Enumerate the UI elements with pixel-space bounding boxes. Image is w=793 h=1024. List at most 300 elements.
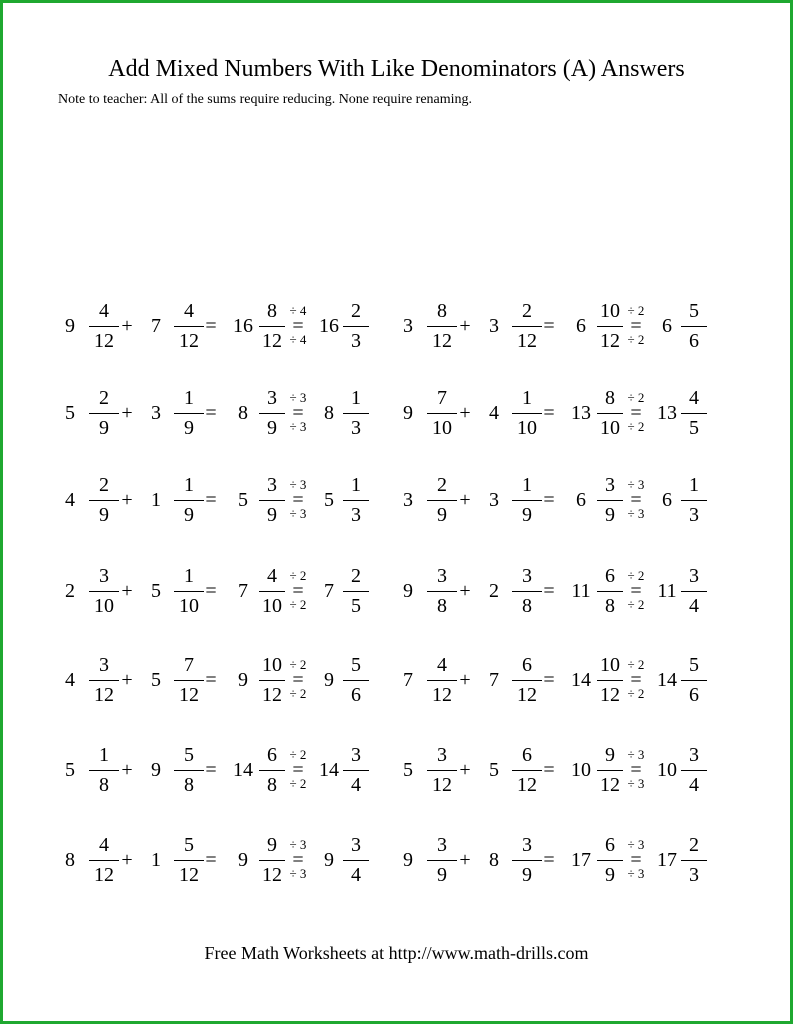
divide-note-top: ÷ 3 [289, 477, 307, 492]
fraction-bar [174, 326, 204, 327]
equals-sign: = [292, 402, 304, 424]
sum-fraction [595, 383, 625, 443]
divide-note-top: ÷ 3 [289, 390, 307, 405]
numerator: 5 [689, 654, 699, 676]
whole-number: 9 [403, 580, 413, 602]
answer-fraction [341, 561, 371, 621]
reduce-step [623, 561, 649, 621]
problem [55, 296, 375, 356]
denominator: 9 [605, 504, 615, 526]
addend-fraction [87, 296, 121, 356]
numerator: 4 [99, 834, 109, 856]
divide-note-top: ÷ 2 [289, 568, 307, 583]
denominator: 9 [437, 864, 447, 886]
page-title: Add Mixed Numbers With Like Denominators (A) Answers [108, 56, 685, 82]
denominator: 12 [600, 684, 620, 706]
numerator: 6 [522, 654, 532, 676]
fraction-bar [427, 860, 457, 861]
divide-note-bottom: ÷ 2 [627, 419, 645, 434]
equals-sign: = [292, 489, 304, 511]
divide-note-top: ÷ 3 [627, 837, 645, 852]
numerator: 7 [184, 654, 194, 676]
sum-fraction [595, 650, 625, 710]
whole-number: 9 [151, 759, 161, 781]
fraction-bar [597, 860, 623, 861]
numerator: 5 [351, 654, 361, 676]
whole-number: 7 [151, 315, 161, 337]
reduce-step [285, 296, 311, 356]
numerator: 2 [689, 834, 699, 856]
fraction-bar [343, 680, 369, 681]
fraction-bar [512, 413, 542, 414]
plus-sign: + [459, 669, 471, 691]
sum-fraction [257, 296, 287, 356]
denominator: 9 [184, 417, 194, 439]
fraction-bar [597, 326, 623, 327]
divide-note-bottom: ÷ 2 [627, 686, 645, 701]
denominator: 3 [351, 417, 361, 439]
divide-note-bottom: ÷ 3 [289, 506, 307, 521]
denominator: 12 [94, 864, 114, 886]
denominator: 12 [517, 684, 537, 706]
plus-sign: + [459, 759, 471, 781]
fraction-bar [597, 680, 623, 681]
equals-sign: = [292, 580, 304, 602]
equals-sign: = [205, 849, 217, 871]
fraction-bar [89, 500, 119, 501]
fraction-bar [343, 413, 369, 414]
numerator: 3 [522, 565, 532, 587]
denominator: 9 [99, 504, 109, 526]
numerator: 6 [522, 744, 532, 766]
sum-whole-number: 9 [238, 669, 248, 691]
equals-sign: = [630, 489, 642, 511]
sum-whole-number: 5 [238, 489, 248, 511]
denominator: 8 [184, 774, 194, 796]
numerator: 4 [267, 565, 277, 587]
denominator: 12 [432, 774, 452, 796]
whole-number: 5 [151, 580, 161, 602]
equals-sign: = [543, 849, 555, 871]
problem [55, 470, 375, 530]
divide-note-top: ÷ 4 [289, 303, 307, 318]
denominator: 12 [262, 864, 282, 886]
teacher-note: Note to teacher: All of the sums require reducing. None require renaming. [58, 92, 473, 107]
whole-number: 3 [151, 402, 161, 424]
whole-number: 5 [151, 669, 161, 691]
denominator: 12 [179, 330, 199, 352]
numerator: 5 [689, 300, 699, 322]
equals-sign: = [205, 315, 217, 337]
fraction-bar [681, 770, 707, 771]
denominator: 12 [517, 330, 537, 352]
denominator: 10 [517, 417, 537, 439]
divide-note-bottom: ÷ 2 [289, 776, 307, 791]
divide-note-top: ÷ 2 [289, 747, 307, 762]
denominator: 12 [432, 684, 452, 706]
denominator: 3 [689, 864, 699, 886]
fraction-bar [512, 500, 542, 501]
equals-sign: = [292, 669, 304, 691]
sum-fraction [257, 740, 287, 800]
denominator: 12 [262, 330, 282, 352]
fraction-bar [89, 770, 119, 771]
denominator: 5 [689, 417, 699, 439]
fraction-bar [174, 500, 204, 501]
numerator: 2 [99, 474, 109, 496]
sum-whole-number: 14 [571, 669, 591, 691]
denominator: 8 [522, 595, 532, 617]
numerator: 8 [437, 300, 447, 322]
numerator: 3 [351, 834, 361, 856]
numerator: 6 [605, 565, 615, 587]
reduce-step [623, 296, 649, 356]
denominator: 12 [179, 684, 199, 706]
numerator: 5 [184, 744, 194, 766]
sum-whole-number: 10 [571, 759, 591, 781]
denominator: 6 [689, 684, 699, 706]
denominator: 3 [689, 504, 699, 526]
fraction-bar [427, 770, 457, 771]
numerator: 4 [437, 654, 447, 676]
answer-whole-number: 14 [319, 759, 339, 781]
denominator: 12 [517, 774, 537, 796]
numerator: 2 [522, 300, 532, 322]
denominator: 3 [351, 330, 361, 352]
denominator: 9 [437, 504, 447, 526]
plus-sign: + [121, 849, 133, 871]
answer-fraction [679, 296, 709, 356]
divide-note-bottom: ÷ 3 [627, 506, 645, 521]
numerator: 3 [437, 565, 447, 587]
answer-fraction [679, 830, 709, 890]
numerator: 1 [184, 565, 194, 587]
whole-number: 4 [65, 489, 75, 511]
whole-number: 3 [403, 489, 413, 511]
equals-sign: = [205, 669, 217, 691]
answer-whole-number: 13 [657, 402, 677, 424]
divide-note-top: ÷ 2 [627, 657, 645, 672]
denominator: 4 [351, 864, 361, 886]
whole-number: 1 [151, 489, 161, 511]
equals-sign: = [292, 849, 304, 871]
problem [393, 296, 713, 356]
sum-whole-number: 17 [571, 849, 591, 871]
numerator: 8 [605, 387, 615, 409]
fraction-bar [89, 326, 119, 327]
equals-sign: = [543, 315, 555, 337]
fraction-bar [343, 500, 369, 501]
denominator: 10 [600, 417, 620, 439]
whole-number: 3 [403, 315, 413, 337]
answer-whole-number: 8 [324, 402, 334, 424]
reduce-step [285, 650, 311, 710]
fraction-bar [174, 860, 204, 861]
sum-whole-number: 9 [238, 849, 248, 871]
divide-note-bottom: ÷ 2 [289, 597, 307, 612]
divide-note-top: ÷ 2 [627, 390, 645, 405]
fraction-bar [681, 860, 707, 861]
equals-sign: = [205, 580, 217, 602]
numerator: 3 [99, 565, 109, 587]
addend-fraction [425, 830, 459, 890]
answer-whole-number: 7 [324, 580, 334, 602]
denominator: 9 [267, 504, 277, 526]
denominator: 12 [600, 330, 620, 352]
numerator: 2 [351, 300, 361, 322]
sum-whole-number: 11 [571, 580, 591, 602]
answer-whole-number: 14 [657, 669, 677, 691]
equals-sign: = [543, 489, 555, 511]
sum-whole-number: 8 [238, 402, 248, 424]
denominator: 3 [351, 504, 361, 526]
problem [393, 561, 713, 621]
fraction-bar [89, 413, 119, 414]
reduce-step [623, 650, 649, 710]
fraction-bar [259, 591, 285, 592]
divide-note-top: ÷ 2 [627, 303, 645, 318]
plus-sign: + [121, 402, 133, 424]
divide-note-top: ÷ 2 [627, 568, 645, 583]
whole-number: 8 [489, 849, 499, 871]
divide-note-bottom: ÷ 4 [289, 332, 307, 347]
whole-number: 5 [65, 402, 75, 424]
numerator: 2 [437, 474, 447, 496]
sum-fraction [595, 740, 625, 800]
sum-fraction [257, 561, 287, 621]
divide-note-top: ÷ 3 [627, 747, 645, 762]
fraction-bar [427, 500, 457, 501]
whole-number: 5 [489, 759, 499, 781]
reduce-step [623, 470, 649, 530]
divide-note-bottom: ÷ 3 [289, 866, 307, 881]
fraction-bar [512, 680, 542, 681]
numerator: 1 [351, 474, 361, 496]
fraction-bar [427, 680, 457, 681]
fraction-bar [89, 680, 119, 681]
answer-whole-number: 9 [324, 669, 334, 691]
numerator: 3 [689, 565, 699, 587]
answer-fraction [679, 470, 709, 530]
sum-whole-number: 14 [233, 759, 253, 781]
sum-fraction [257, 383, 287, 443]
fraction-bar [512, 326, 542, 327]
numerator: 4 [184, 300, 194, 322]
denominator: 8 [99, 774, 109, 796]
answer-fraction [341, 650, 371, 710]
fraction-bar [259, 680, 285, 681]
whole-number: 8 [65, 849, 75, 871]
numerator: 9 [605, 744, 615, 766]
sum-whole-number: 6 [576, 315, 586, 337]
addend-fraction [87, 650, 121, 710]
whole-number: 1 [151, 849, 161, 871]
plus-sign: + [121, 669, 133, 691]
equals-sign: = [630, 580, 642, 602]
denominator: 5 [351, 595, 361, 617]
equals-sign: = [205, 402, 217, 424]
denominator: 10 [262, 595, 282, 617]
answer-fraction [341, 383, 371, 443]
numerator: 3 [522, 834, 532, 856]
whole-number: 3 [489, 489, 499, 511]
denominator: 4 [689, 595, 699, 617]
answer-fraction [679, 383, 709, 443]
denominator: 10 [94, 595, 114, 617]
reduce-step [623, 830, 649, 890]
numerator: 2 [351, 565, 361, 587]
divide-note-bottom: ÷ 3 [289, 419, 307, 434]
problem [55, 383, 375, 443]
numerator: 4 [689, 387, 699, 409]
fraction-bar [174, 680, 204, 681]
denominator: 9 [267, 417, 277, 439]
sum-whole-number: 6 [576, 489, 586, 511]
fraction-bar [174, 413, 204, 414]
numerator: 3 [689, 744, 699, 766]
fraction-bar [343, 591, 369, 592]
answer-fraction [341, 740, 371, 800]
sum-fraction [595, 470, 625, 530]
denominator: 6 [351, 684, 361, 706]
whole-number: 7 [403, 669, 413, 691]
fraction-bar [681, 591, 707, 592]
fraction-bar [512, 770, 542, 771]
answer-whole-number: 9 [324, 849, 334, 871]
denominator: 12 [179, 864, 199, 886]
sum-whole-number: 13 [571, 402, 591, 424]
divide-note-bottom: ÷ 2 [627, 597, 645, 612]
problem [393, 470, 713, 530]
plus-sign: + [121, 759, 133, 781]
fraction-bar [512, 591, 542, 592]
equals-sign: = [205, 759, 217, 781]
fraction-bar [259, 770, 285, 771]
reduce-step [623, 383, 649, 443]
plus-sign: + [459, 580, 471, 602]
addend-fraction [87, 830, 121, 890]
plus-sign: + [121, 580, 133, 602]
equals-sign: = [543, 580, 555, 602]
sum-fraction [595, 830, 625, 890]
whole-number: 7 [489, 669, 499, 691]
equals-sign: = [630, 759, 642, 781]
equals-sign: = [543, 402, 555, 424]
denominator: 8 [437, 595, 447, 617]
numerator: 5 [184, 834, 194, 856]
denominator: 10 [179, 595, 199, 617]
denominator: 12 [600, 774, 620, 796]
fraction-bar [597, 413, 623, 414]
fraction-bar [259, 860, 285, 861]
plus-sign: + [459, 849, 471, 871]
answer-fraction [679, 650, 709, 710]
denominator: 12 [94, 330, 114, 352]
fraction-bar [427, 413, 457, 414]
answer-whole-number: 17 [657, 849, 677, 871]
numerator: 3 [437, 744, 447, 766]
answer-whole-number: 11 [657, 580, 677, 602]
problem [393, 383, 713, 443]
sum-whole-number: 7 [238, 580, 248, 602]
addend-fraction [87, 561, 121, 621]
addend-fraction [425, 470, 459, 530]
numerator: 3 [267, 474, 277, 496]
fraction-bar [174, 591, 204, 592]
equals-sign: = [543, 759, 555, 781]
sum-fraction [257, 830, 287, 890]
equals-sign: = [292, 315, 304, 337]
equals-sign: = [543, 669, 555, 691]
fraction-bar [259, 326, 285, 327]
numerator: 1 [351, 387, 361, 409]
fraction-bar [174, 770, 204, 771]
answer-whole-number: 6 [662, 489, 672, 511]
numerator: 1 [184, 474, 194, 496]
equals-sign: = [630, 402, 642, 424]
denominator: 9 [522, 864, 532, 886]
numerator: 3 [267, 387, 277, 409]
fraction-bar [427, 326, 457, 327]
numerator: 9 [267, 834, 277, 856]
denominator: 12 [432, 330, 452, 352]
denominator: 9 [99, 417, 109, 439]
denominator: 12 [262, 684, 282, 706]
problem [55, 830, 375, 890]
fraction-bar [89, 860, 119, 861]
numerator: 6 [267, 744, 277, 766]
denominator: 8 [605, 595, 615, 617]
fraction-bar [597, 500, 623, 501]
fraction-bar [512, 860, 542, 861]
numerator: 10 [600, 654, 620, 676]
numerator: 8 [267, 300, 277, 322]
fraction-bar [681, 413, 707, 414]
reduce-step [285, 383, 311, 443]
divide-note-bottom: ÷ 2 [627, 332, 645, 347]
numerator: 3 [99, 654, 109, 676]
numerator: 10 [262, 654, 282, 676]
whole-number: 5 [65, 759, 75, 781]
sum-fraction [595, 296, 625, 356]
answer-whole-number: 16 [319, 315, 339, 337]
divide-note-top: ÷ 2 [289, 657, 307, 672]
answer-whole-number: 10 [657, 759, 677, 781]
divide-note-bottom: ÷ 3 [627, 866, 645, 881]
answer-fraction [341, 470, 371, 530]
problem [55, 650, 375, 710]
numerator: 6 [605, 834, 615, 856]
addend-fraction [425, 740, 459, 800]
fraction-bar [343, 860, 369, 861]
whole-number: 2 [65, 580, 75, 602]
answer-whole-number: 5 [324, 489, 334, 511]
fraction-bar [259, 500, 285, 501]
problem [393, 830, 713, 890]
fraction-bar [597, 591, 623, 592]
answer-fraction [679, 561, 709, 621]
numerator: 1 [184, 387, 194, 409]
fraction-bar [343, 326, 369, 327]
plus-sign: + [459, 315, 471, 337]
addend-fraction [425, 561, 459, 621]
numerator: 1 [522, 474, 532, 496]
denominator: 9 [522, 504, 532, 526]
reduce-step [285, 561, 311, 621]
sum-fraction [595, 561, 625, 621]
divide-note-top: ÷ 3 [289, 837, 307, 852]
addend-fraction [87, 383, 121, 443]
